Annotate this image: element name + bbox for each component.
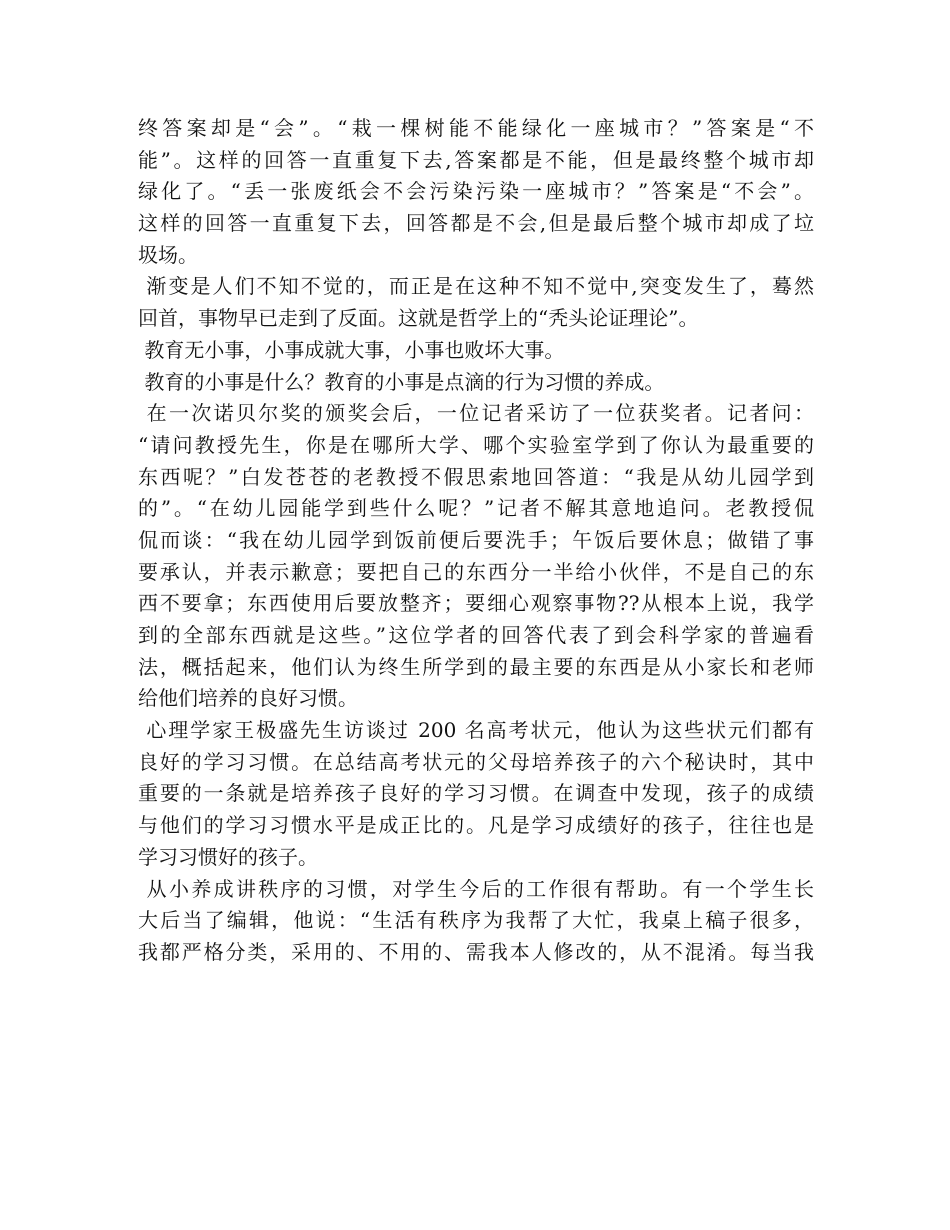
- text-line: 教育的小事是什么？教育的小事是点滴的行为习惯的养成。: [138, 369, 665, 394]
- document-body: [138, 113, 814, 969]
- text-line: 要承认，并表示歉意；要把自己的东西分一半给小伙伴，不是自己的东: [138, 559, 814, 584]
- text-line: 学习习惯好的孩子。: [138, 844, 318, 869]
- text-line: 西不要拿；东西使用后要放整齐；要细心观察事物??从根本上说，我学: [138, 591, 814, 616]
- text-line: 侃而谈：“我在幼儿园学到饭前便后要洗手；午饭后要休息；做错了事: [138, 527, 814, 552]
- text-line: 我都严格分类，采用的、不用的、需我本人修改的，从不混淆。每当我: [138, 939, 814, 964]
- text-line: “请问教授先生，你是在哪所大学、哪个实验室学到了你认为最重要的: [138, 432, 814, 457]
- text-line: 到的全部东西就是这些。”这位学者的回答代表了到会科学家的普遍看: [138, 623, 814, 647]
- text-line: 终答案却是“会”。“栽一棵树能不能绿化一座城市？”答案是“不: [138, 116, 814, 140]
- text-line: 的”。“在幼儿园能学到些什么呢？”记者不解其意地追问。老教授侃: [138, 496, 814, 521]
- text-line: 在一次诺贝尔奖的颁奖会后，一位记者采访了一位获奖者。记者问：: [138, 401, 814, 426]
- text-line: 这样的回答一直重复下去，回答都是不会,但是最后整个城市却成了垃: [138, 211, 814, 236]
- text-line: 绿化了。“丢一张废纸会不会污染污染一座城市？”答案是“不会”。: [138, 179, 814, 204]
- text-line: 心理学家王极盛先生访谈过 200 名高考状元，他认为这些状元们都有: [138, 718, 814, 743]
- text-line: 能”。这样的回答一直重复下去,答案都是不能，但是最终整个城市却: [138, 147, 814, 172]
- text-line: 圾场。: [138, 242, 198, 267]
- text-line: 东西呢？”白发苍苍的老教授不假思索地回答道：“我是从幼儿园学到: [138, 464, 814, 489]
- text-line: 教育无小事，小事成就大事，小事也败坏大事。: [138, 337, 565, 362]
- text-line: 回首，事物早已走到了反面。这就是哲学上的“秃头论证理论”。: [138, 306, 699, 331]
- text-line: 与他们的学习习惯水平是成正比的。凡是学习成绩好的孩子，往往也是: [138, 813, 814, 838]
- text-line: 大后当了编辑，他说：“生活有秩序为我帮了大忙，我桌上稿子很多，: [138, 908, 814, 933]
- text-line: 重要的一条就是培养孩子良好的学习习惯。在调查中发现，孩子的成绩: [138, 781, 814, 806]
- text-line: 良好的学习习惯。在总结高考状元的父母培养孩子的六个秘诀时，其中: [138, 749, 814, 774]
- text-line: 法，概括起来，他们认为终生所学到的最主要的东西是从小家长和老师: [138, 654, 814, 679]
- text-line: 渐变是人们不知不觉的，而正是在这种不知不觉中,突变发生了，蓦然: [138, 274, 814, 299]
- text-line: 给他们培养的良好习惯。: [138, 686, 358, 711]
- text-line: 从小养成讲秩序的习惯，对学生今后的工作很有帮助。有一个学生长: [138, 876, 814, 901]
